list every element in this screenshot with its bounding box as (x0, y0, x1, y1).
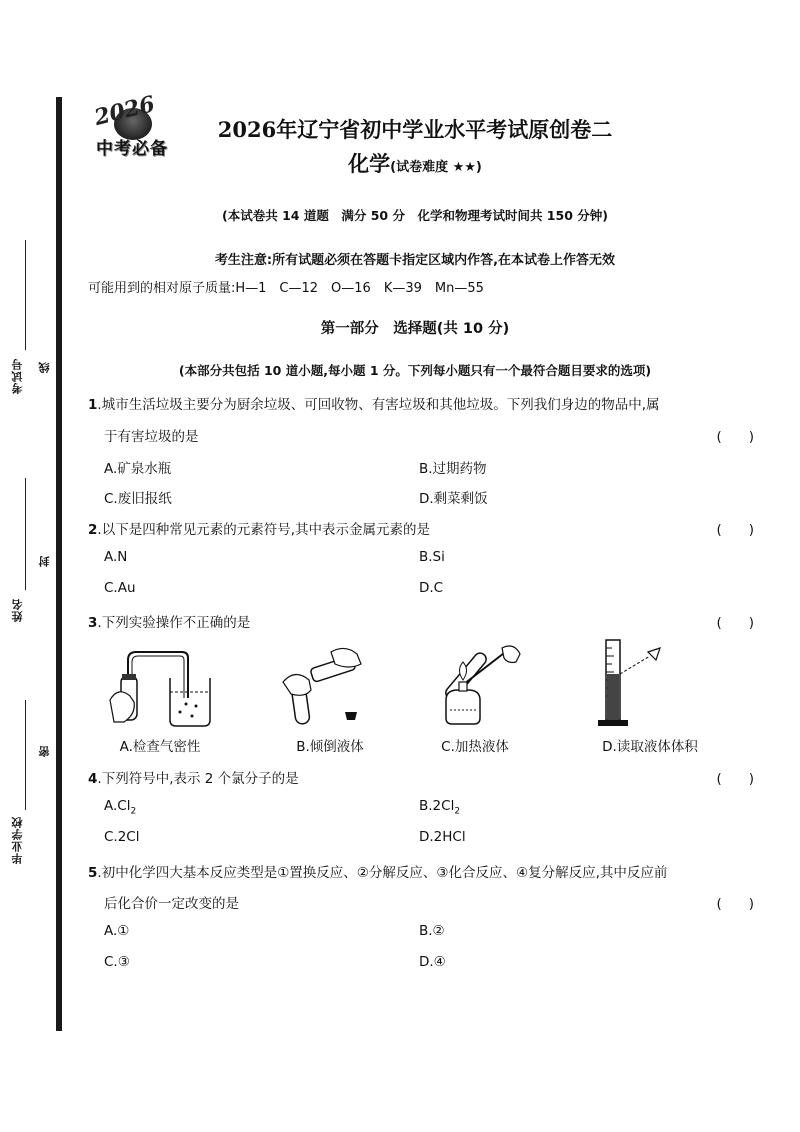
option-d: D.C (419, 580, 444, 596)
option-d: D.④ (419, 954, 446, 970)
candidate-notice: 考生注意:所有试题必须在答题卡指定区域内作答,在本试卷上作答无效 (214, 253, 616, 268)
question-number: 1 (88, 397, 98, 413)
name-line (25, 478, 26, 590)
option-b: $B.2Cl_2$ (419, 798, 461, 817)
option-c: C.废旧报纸 (104, 491, 172, 507)
exam-info: (本试卷共 14 道题 满分 50 分 化学和物理考试时间共 150 分钟) (222, 208, 608, 223)
logo-text: 中考必备 (96, 139, 168, 159)
question-text: .初中化学四大基本反应类型是①置换反应、②分解反应、③化合反应、④复分解反应,其中反应前 (97, 865, 668, 881)
option-b: B.过期药物 (419, 461, 487, 477)
option-a: A.① (104, 923, 130, 939)
school-label: 毕业学校 (11, 816, 24, 864)
question-number: 4 (88, 771, 98, 787)
figure-check-airtightness (100, 640, 220, 730)
question-5-line-2: 后化合价一定改变的是 (104, 896, 239, 912)
name-label: 姓名 (11, 598, 24, 622)
binding-rule (56, 97, 62, 1031)
subject-line (0, 148, 800, 178)
question-4 (88, 767, 299, 787)
mark-seal: 封 (38, 556, 51, 567)
question-text: .下列实验操作不正确的是 (97, 615, 251, 631)
logo-year: 2026 (91, 90, 158, 132)
option-d: D.读取液体体积 (602, 739, 698, 755)
question-5 (88, 861, 667, 881)
subject-name: 化学 (348, 151, 391, 176)
question-3 (88, 611, 250, 631)
answer-paren: ( ) (716, 896, 754, 912)
option-a: A.检查气密性 (119, 739, 201, 755)
school-line (25, 700, 26, 810)
difficulty-label: (试卷难度 ★★) (390, 160, 482, 175)
exam-number-label: 考试号 (11, 358, 24, 394)
option-c: C.2Cl (104, 829, 140, 845)
option-a: A.矿泉水瓶 (104, 461, 172, 477)
atomic-masses: 可能用到的相对原子质量:H—1 C—12 O—16 K—39 Mn—55 (88, 281, 484, 296)
answer-paren: ( ) (716, 615, 754, 631)
option-a: $A.Cl_2$ (104, 798, 137, 817)
option-c: C.Au (104, 580, 136, 596)
question-2 (88, 518, 430, 538)
option-c: C.加热液体 (441, 739, 509, 755)
question-number: 3 (88, 615, 98, 631)
question-text: .城市生活垃圾主要分为厨余垃圾、可回收物、有害垃圾和其他垃圾。下列我们身边的物品中,属 (97, 397, 660, 413)
figure-read-volume (590, 634, 670, 730)
section-title: 第一部分 选择题(共 10 分) (320, 321, 510, 337)
question-text: .下列符号中,表示 2 个氯分子的是 (97, 771, 299, 787)
option-b: B.Si (419, 549, 445, 565)
figure-pour-liquid (275, 640, 385, 730)
section-note: (本部分共包括 10 道小题,每小题 1 分。下列每小题只有一个最符合题目要求的选项) (178, 363, 652, 378)
mark-line: 线 (38, 362, 51, 373)
option-d: D.2HCl (419, 829, 466, 845)
mark-bind: 密 (38, 746, 51, 757)
option-d: D.剩菜剩饭 (419, 491, 488, 507)
figure-heat-liquid (420, 640, 530, 730)
option-a: A.N (104, 549, 128, 565)
exam-title: 2026年辽宁省初中学业水平考试原创卷二 (217, 117, 613, 142)
question-1 (88, 393, 660, 413)
question-number: 5 (88, 865, 98, 881)
option-b: B.② (419, 923, 445, 939)
option-b: B.倾倒液体 (296, 739, 364, 755)
question-number: 2 (88, 522, 98, 538)
question-1-line-2: 于有害垃圾的是 (104, 429, 199, 445)
option-c: C.③ (104, 954, 130, 970)
answer-paren: ( ) (716, 771, 754, 787)
question-text: .以下是四种常见元素的元素符号,其中表示金属元素的是 (97, 522, 430, 538)
answer-paren: ( ) (716, 522, 754, 538)
answer-paren: ( ) (716, 429, 754, 445)
